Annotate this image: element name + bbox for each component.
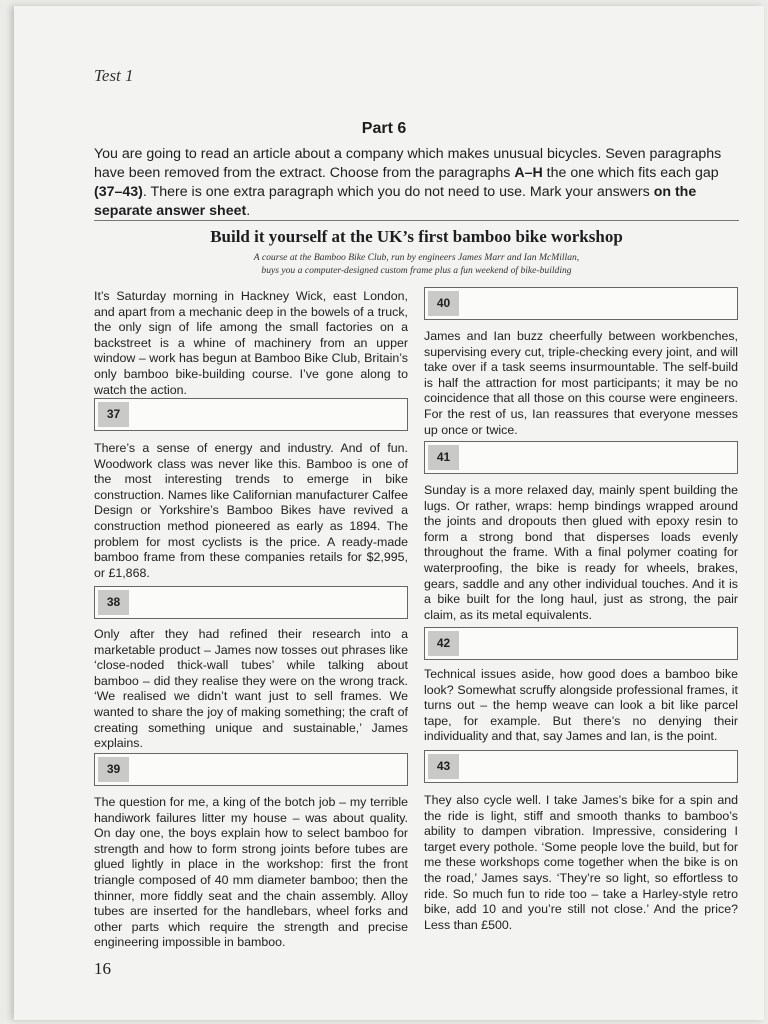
part-title: Part 6 — [361, 120, 407, 137]
answer-gap-41[interactable] — [424, 441, 738, 474]
gap-number: 38 — [98, 590, 129, 615]
paragraph-7: Technical issues aside, how good does a bamboo bike look? Somewhat scruffy alongside professional frames, it turns out – the hemp weave can look a bit like parcel tape, for example. But there’s no denying their individuality and that, say James and Ian, is the point. — [424, 667, 738, 744]
answer-gap-38[interactable] — [94, 586, 408, 619]
subtitle-line-1: A course at the Bamboo Bike Club, run by engineers James Marr and Ian McMillan, — [253, 252, 580, 263]
gap-number: 40 — [428, 291, 459, 316]
subtitle-line-2: buys you a computer-designed custom frame plus a fun weekend of bike-building — [261, 265, 572, 276]
instructions-period: . — [246, 203, 251, 219]
paragraph-5: James and Ian buzz cheerfully between workbenches, supervising every cut, triple-checking every joint, and will take over if a task seems insurmountable. The self-build is half the attraction for most participants; it may be no coincidence that all those on this course were engineers. For the rest of us, Ian reassures that everyone messes up once or twice. — [424, 329, 738, 437]
left-column — [94, 289, 408, 959]
gap-number: 37 — [98, 402, 129, 427]
instructions-range: A–H — [514, 165, 543, 181]
paragraph-3: Only after they had refined their research into a marketable product – James now tosses out phrases like ‘close-noded thick-wall tubes’ while talking about bamboo – did they realise they were on the wrong track. ‘We realised we didn’t want just to sell frames. We wanted to share the joy of making something; the craft of creating something unique and sustainable,’ James explains. — [94, 627, 408, 751]
gap-number: 43 — [428, 754, 459, 779]
article-subtitle — [94, 251, 739, 277]
running-head: Test 1 — [94, 66, 134, 85]
instructions-mid: the one which fits each gap — [542, 165, 719, 181]
instructions-answer-sheet: on the separate answer sheet — [94, 184, 697, 219]
answer-gap-39[interactable] — [94, 753, 408, 786]
gap-number: 39 — [98, 757, 129, 782]
gap-number: 42 — [428, 631, 459, 656]
instructions-end: . There is one extra paragraph which you do not need to use. Mark your answers — [142, 184, 654, 200]
paragraph-8: They also cycle well. I take James’s bike for a spin and the ride is light, stiff and smooth thanks to bamboo’s ability to dampen vibration. Impressive, considering I target every pothole. ‘Some people love the build, but for me these workshops come together when the bike is on the road,’ James says. ‘They’re so light, so effortless to ride. So much fun to ride too – take a Harley-style retro bike, add 10 and you’re still not close.’ And the price? Less than £500. — [424, 793, 738, 932]
gap-number: 41 — [428, 445, 459, 470]
instructions-intro: You are going to read an article about a company which makes unusual bicycles. Seven paragraphs have been removed from the extract. Choose from the paragraphs — [94, 146, 722, 181]
answer-gap-42[interactable] — [424, 627, 738, 660]
answer-gap-37[interactable] — [94, 398, 408, 431]
answer-gap-40[interactable] — [424, 287, 738, 320]
page-number: 16 — [94, 959, 111, 978]
paragraph-6: Sunday is a more relaxed day, mainly spent building the lugs. Or rather, wraps: hemp bindings wrapped around the joints and dropouts then glued with epoxy resin to form a strong bond that disperses loads evenly throughout the frame. With a final polymer coating for waterproofing, the bike is ready for wheels, brakes, gears, saddle and any other individual touches. And it is a bike built for the long haul, just as strong, the pair claim, as its metal equivalents. — [424, 483, 738, 622]
paragraph-4: The question for me, a king of the botch job – my terrible handiwork failures litter my house – was about quality. On day one, the boys explain how to select bamboo for strength and how to form strong joints before tubes are glued lightly in place in the workshop: first the front triangle composed of 40 mm diameter bamboo; then the thinner, more fiddly seat and the chain assembly. Alloy tubes are inserted for the handlebars, wheel forks and other parts which require the strength and precise engineering impossible in bamboo. — [94, 795, 408, 950]
divider — [94, 220, 739, 221]
paragraph-2: There’s a sense of energy and industry. And of fun. Woodwork class was never like this. Bamboo is one of the most interesting trends to emerge in bike construction. Names like Californian manufacturer Calfee Design or Yorkshire’s Bamboo Bikes have revived a construction method pioneered as early as 1894. The problem for most cyclists is the price. A ready-made bamboo frame from these companies retails for $2,995, or £1,868. — [94, 441, 408, 580]
answer-gap-43[interactable] — [424, 750, 738, 783]
instructions-gaps: (37–43) — [94, 184, 143, 200]
paragraph-1: It’s Saturday morning in Hackney Wick, east London, and apart from a mechanic deep in the bowels of a truck, the only sign of life among the small factories on a backstreet is a whine of machinery from an upper window – work has begun at Bamboo Bike Club, Britain’s only bamboo bike-building course. I’ve gone along to watch the action. — [94, 289, 408, 397]
article-title: Build it yourself at the UK’s first bamboo bike workshop — [210, 227, 623, 246]
instructions — [94, 145, 744, 221]
right-column — [424, 287, 738, 957]
